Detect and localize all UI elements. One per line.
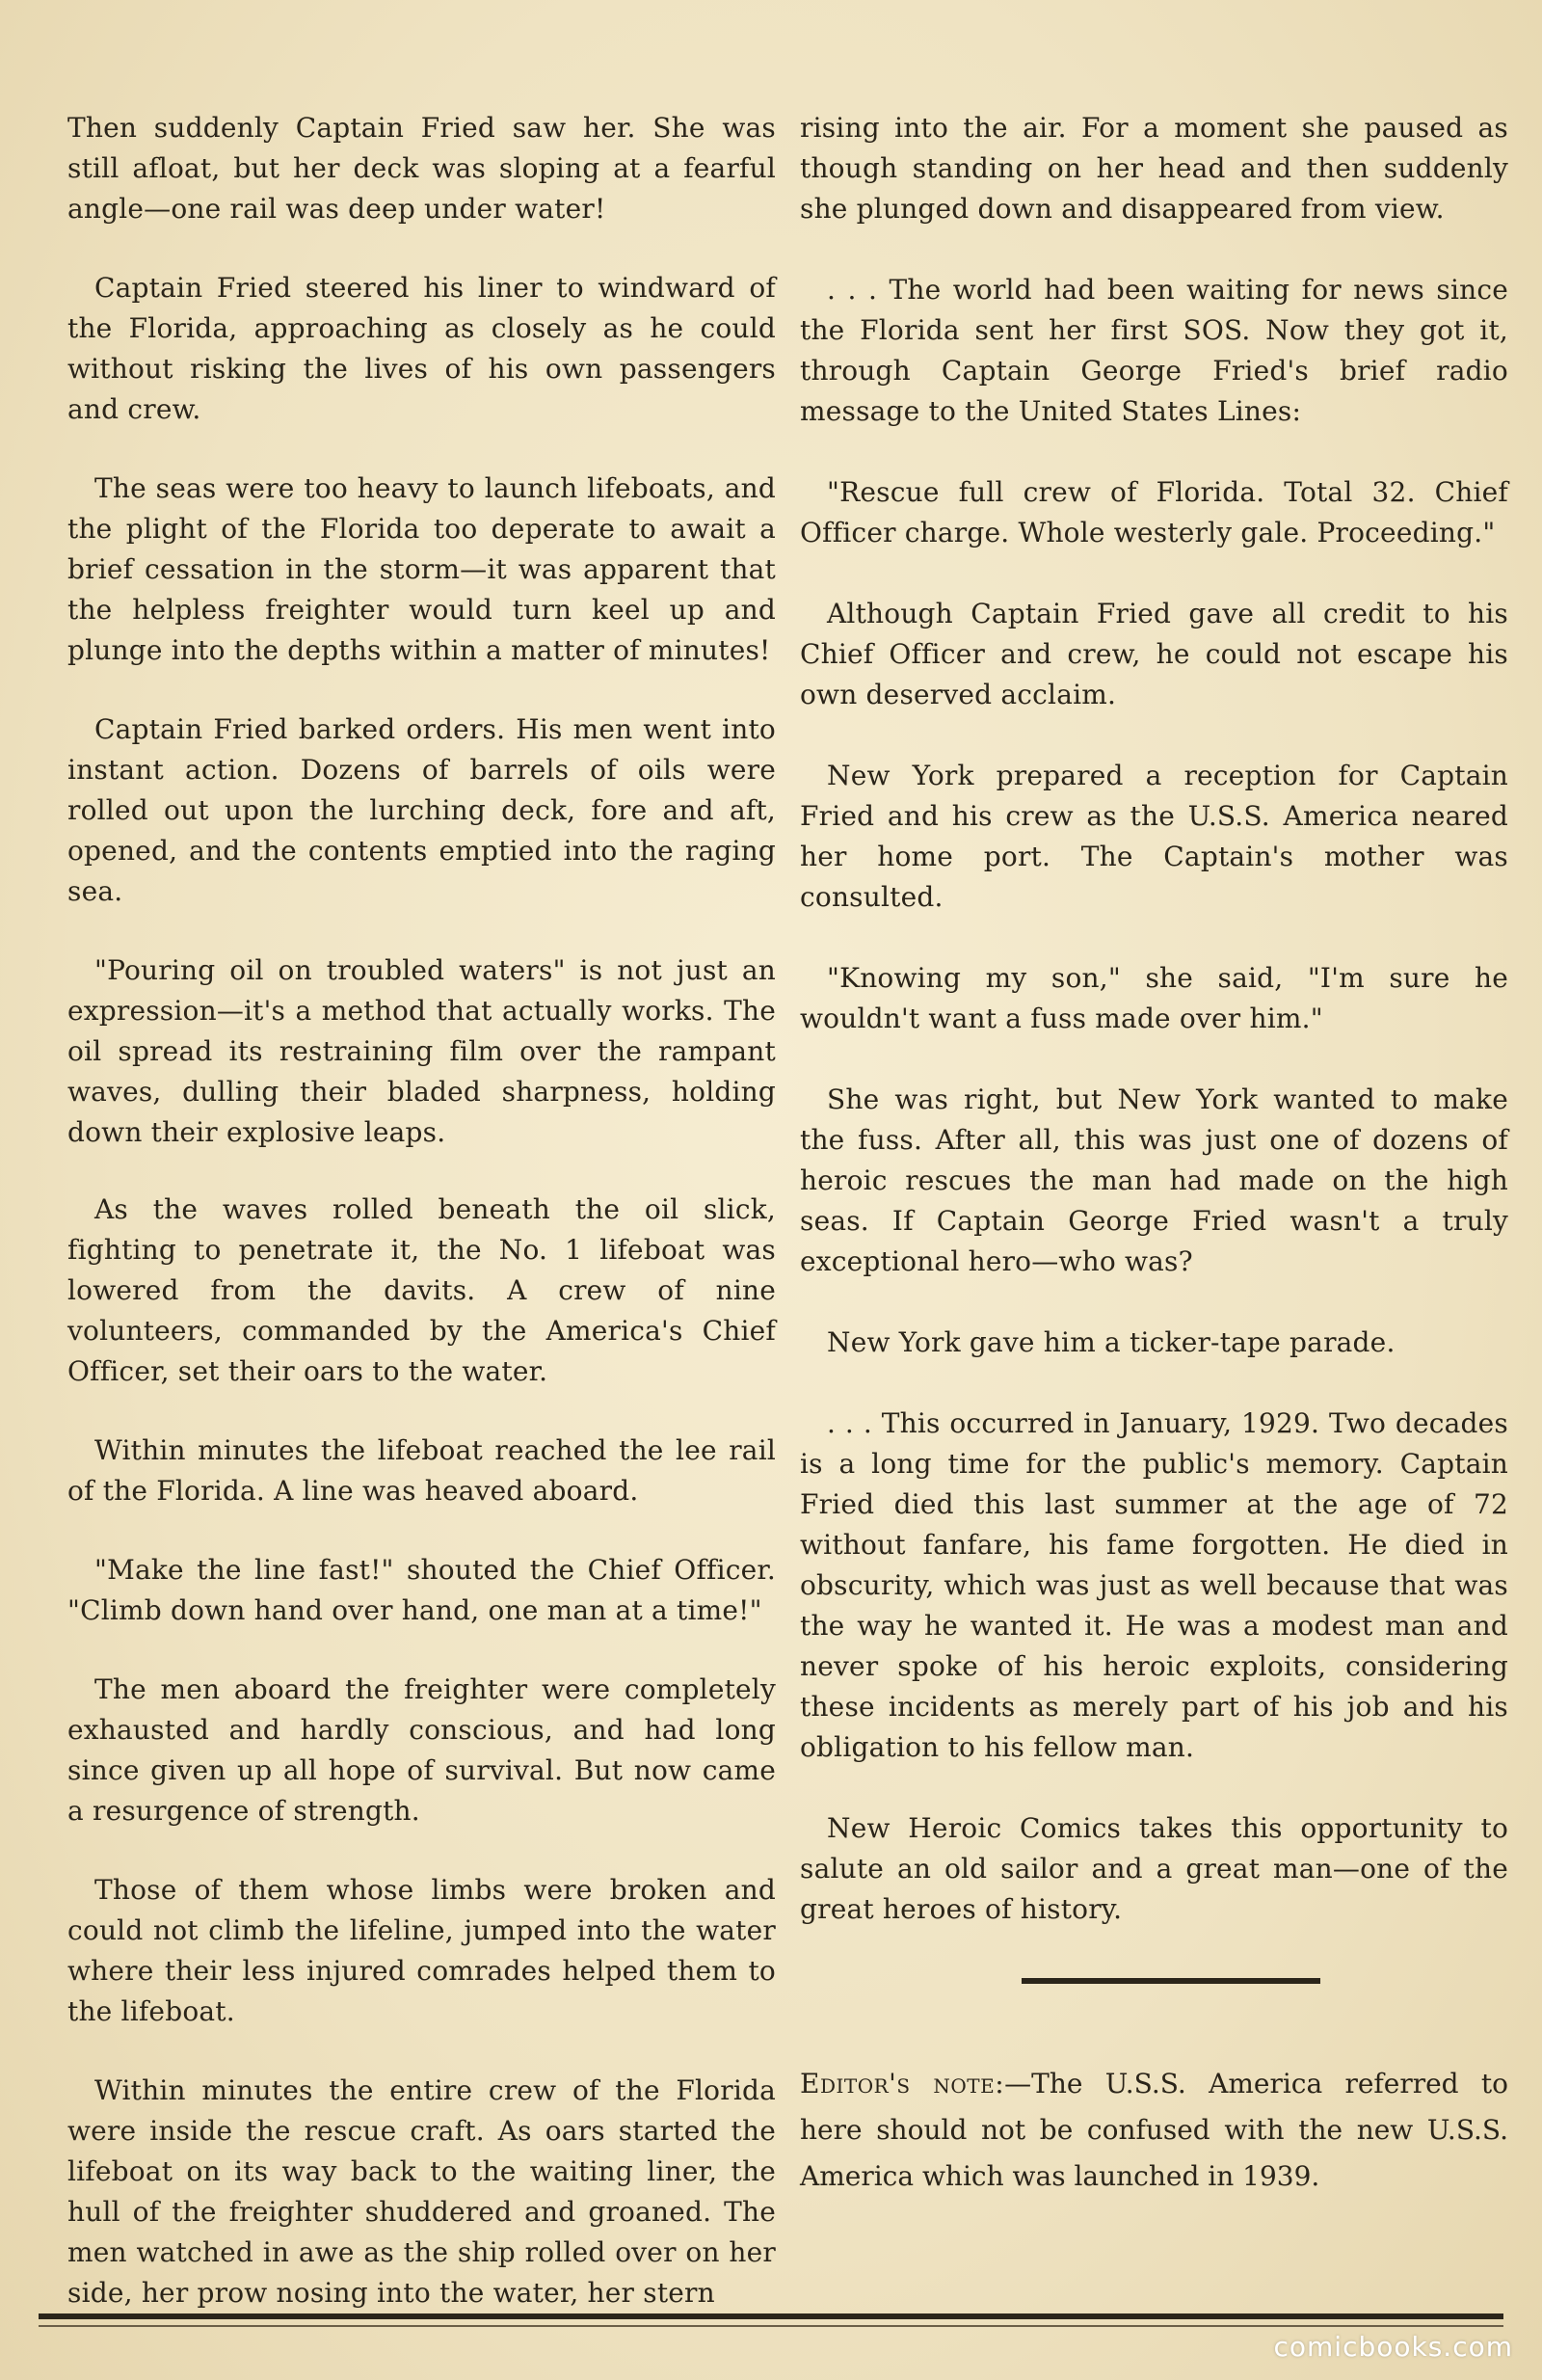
bottom-rule: [39, 2313, 1503, 2319]
paragraph: . . . The world had been waiting for news since the Florida sent her first SOS. Now they got it, through Captain George Fried's brief radio message to the United States Lines:: [800, 274, 1508, 427]
editor-note: [800, 2061, 1508, 2200]
paragraph: New York gave him a ticker-tape parade.: [827, 1326, 1396, 1358]
paragraph: Although Captain Fried gave all credit to his Chief Officer and crew, he could not escape his own deserved acclaim.: [800, 598, 1508, 710]
paragraph: Those of them whose limbs were broken and could not climb the lifeline, jumped into the water where their less injured comrades helped them to the lifeboat.: [67, 1874, 776, 2027]
right-column: [800, 108, 1508, 2200]
paragraph: She was right, but New York wanted to make the fuss. After all, this was just one of dozens of heroic rescues the man had made on the high seas. If Captain George Fried wasn't a truly exceptional hero—who was?: [800, 1083, 1508, 1277]
paragraph: The men aboard the freighter were completely exhausted and hardly conscious, and had long since given up all hope of survival. But now came a resurgence of strength.: [67, 1673, 776, 1827]
watermark: comicbooks.com: [1273, 2331, 1513, 2363]
paragraph: "Pouring oil on troubled waters" is not just an expression—it's a method that actually works. The oil spread its restraining film over the rampant waves, dulling their bladed sharpness, holding down their explosive leaps.: [67, 954, 776, 1148]
section-divider: [1022, 1978, 1320, 1984]
paragraph: "Knowing my son," she said, "I'm sure he wouldn't want a fuss made over him.": [800, 962, 1508, 1034]
paragraph: As the waves rolled beneath the oil slick, fighting to penetrate it, the No. 1 lifeboat was lowered from the davits. A crew of nine volunteers, commanded by the America's Chief Officer, set their oars to the water.: [67, 1193, 776, 1387]
paragraph: Within minutes the entire crew of the Florida were inside the rescue craft. As oars started the lifeboat on its way back to the waiting liner, the hull of the freighter shuddered and groaned. The men watched in awe as the ship rolled over on her side, her prow nosing into the water, her stern: [67, 2074, 776, 2309]
paragraph: Captain Fried steered his liner to windward of the Florida, approaching as closely as he could without risking the lives of his own passengers and crew.: [67, 272, 776, 425]
paragraph: Then suddenly Captain Fried saw her. She was still afloat, but her deck was sloping at a fearful angle—one rail was deep under water!: [67, 112, 776, 225]
paragraph: New York prepared a reception for Captain Fried and his crew as the U.S.S. America neared her home port. The Captain's mother was consulted.: [800, 760, 1508, 913]
paragraph: "Make the line fast!" shouted the Chief Officer. "Climb down hand over hand, one man at a time!": [67, 1554, 776, 1626]
paragraph: . . . This occurred in January, 1929. Two decades is a long time for the public's memory. Captain Fried died this last summer at the age of 72 without fanfare, his fame forgotten. He died in obscurity, which was just as well because that was the way he wanted it. He was a modest man and never spoke of his heroic exploits, considering these incidents as merely part of his job and his obligation to his fellow man.: [800, 1407, 1508, 1763]
paragraph: The seas were too heavy to launch lifeboats, and the plight of the Florida too deperate to await a brief cessation in the storm—it was apparent that the helpless freighter would turn keel up and plunge into the depths within a matter of minutes!: [67, 472, 776, 666]
paragraph: rising into the air. For a moment she paused as though standing on her head and then suddenly she plunged down and disappeared from view.: [800, 112, 1508, 225]
radio-message-quote: "Rescue full crew of Florida. Total 32. Chief Officer charge. Whole westerly gale. Proceeding.": [800, 476, 1508, 548]
paragraph: New Heroic Comics takes this opportunity to salute an old sailor and a great man—one of the great heroes of history.: [800, 1812, 1508, 1925]
paragraph: Captain Fried barked orders. His men went into instant action. Dozens of barrels of oils were rolled out upon the lurching deck, fore and aft, opened, and the contents emptied into the raging sea.: [67, 713, 776, 907]
editor-note-text: —The U.S.S. America referred to here should not be confused with the new U.S.S. America which was launched in 1939.: [800, 2068, 1508, 2192]
bottom-rule-thin: [39, 2325, 1503, 2327]
editor-note-label: Editor's note:: [800, 2068, 1005, 2099]
left-column: [67, 108, 776, 2352]
paragraph: Within minutes the lifeboat reached the lee rail of the Florida. A line was heaved aboard.: [67, 1434, 776, 1507]
